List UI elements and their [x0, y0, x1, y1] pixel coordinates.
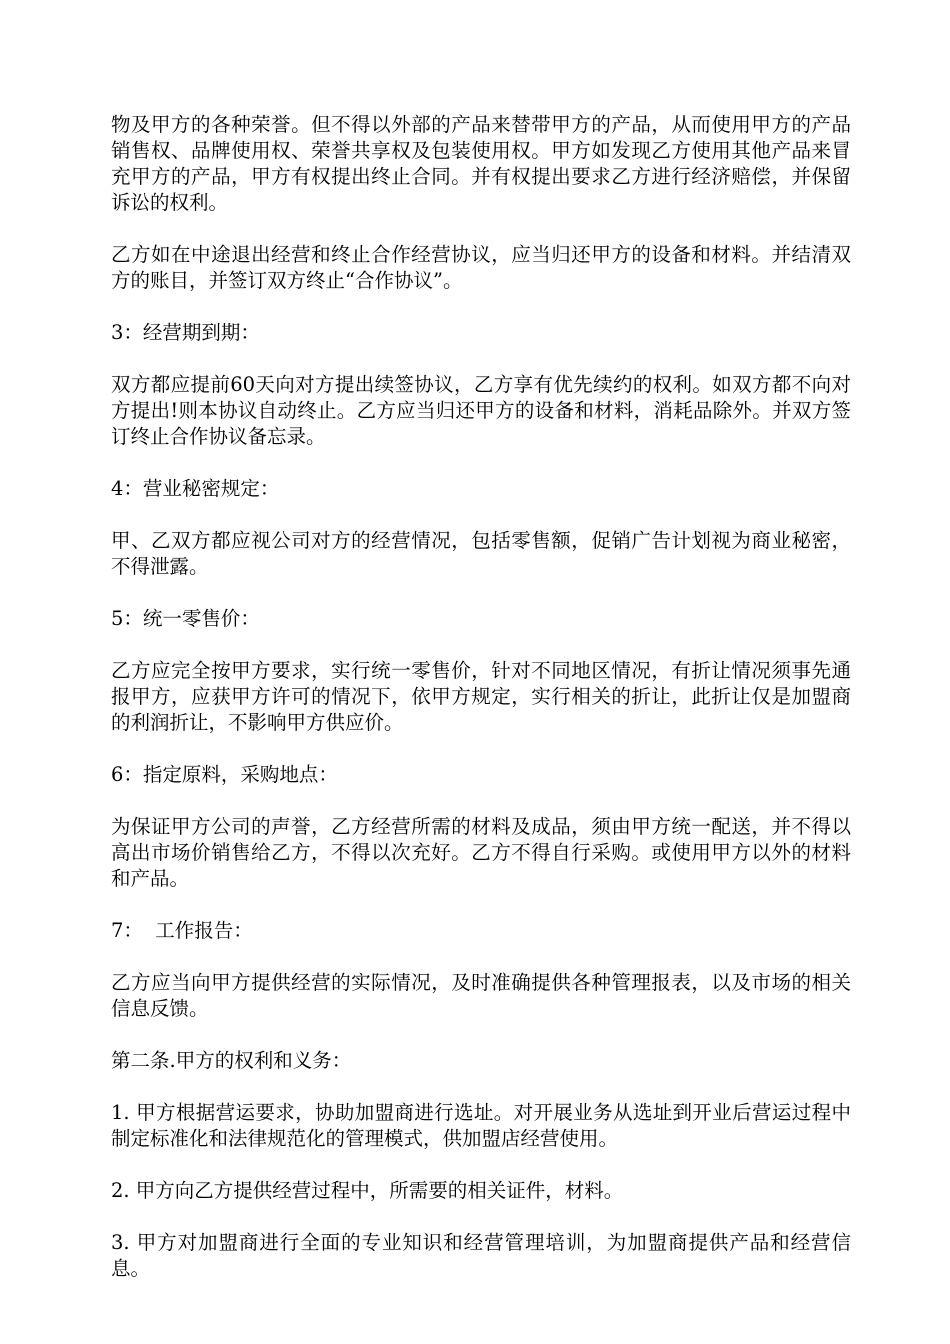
document-page — [111, 112, 851, 1308]
paragraph-item-3: 3. 甲方对加盟商进行全面的专业知识和经营管理培训，为加盟商提供产品和经营信息。 — [111, 1231, 851, 1280]
heading-article-two: 第二条.甲方的权利和义务： — [111, 1049, 352, 1072]
paragraph-business-secrets: 甲、乙双方都应视公司对方的经营情况，包括零售额，促销广告计划视为商业秘密，不得泄露。 — [111, 529, 851, 578]
heading-designated-materials: 6：指定原料，采购地点： — [111, 763, 338, 786]
heading-unified-retail-price: 5：统一零售价： — [111, 607, 260, 630]
paragraph-item-1: 1. 甲方根据营运要求，协助加盟商进行选址。对开展业务从选址到开业后营运过程中制定标准化和法律规范化的管理模式，供加盟店经营使用。 — [111, 1101, 851, 1150]
heading-term-expiry: 3：经营期到期： — [111, 321, 260, 344]
paragraph-work-report: 乙方应当向甲方提供经营的实际情况，及时准确提供各种管理报表，以及市场的相关信息反馈。 — [111, 971, 851, 1020]
heading-business-secrets: 4：营业秘密规定： — [111, 477, 280, 500]
paragraph-early-termination: 乙方如在中途退出经营和终止合作经营协议，应当归还甲方的设备和材料。并结清双方的账目，并签订双方终止“合作协议”。 — [111, 243, 851, 292]
paragraph-brand-usage: 物及甲方的各种荣誉。但不得以外部的产品来替带甲方的产品，从而使用甲方的产品销售权、品牌使用权、荣誉共享权及包装使用权。甲方如发现乙方使用其他产品来冒充甲方的产品，甲方有权提出终止合同。并有权提出要求乙方进行经济赔偿，并保留诉讼的权利。 — [111, 113, 851, 214]
paragraph-unified-retail-price: 乙方应完全按甲方要求，实行统一零售价，针对不同地区情况，有折让情况须事先通报甲方，应获甲方许可的情况下，依甲方规定，实行相关的折让，此折让仅是加盟商的利润折让，不影响甲方供应价。 — [111, 659, 851, 734]
paragraph-designated-materials: 为保证甲方公司的声誉，乙方经营所需的材料及成品，须由甲方统一配送，并不得以高出市场价销售给乙方，不得以次充好。乙方不得自行采购。或使用甲方以外的材料和产品。 — [111, 815, 851, 890]
paragraph-item-2: 2. 甲方向乙方提供经营过程中，所需要的相关证件，材料。 — [111, 1179, 624, 1202]
paragraph-term-expiry: 双方都应提前60天向对方提出续签协议，乙方享有优先续约的权利。如双方都不向对方提出!则本协议自动终止。乙方应当归还甲方的设备和材料，消耗品除外。并双方签订终止合作协议备忘录。 — [111, 373, 851, 448]
heading-work-report: 7： 工作报告： — [111, 919, 253, 942]
